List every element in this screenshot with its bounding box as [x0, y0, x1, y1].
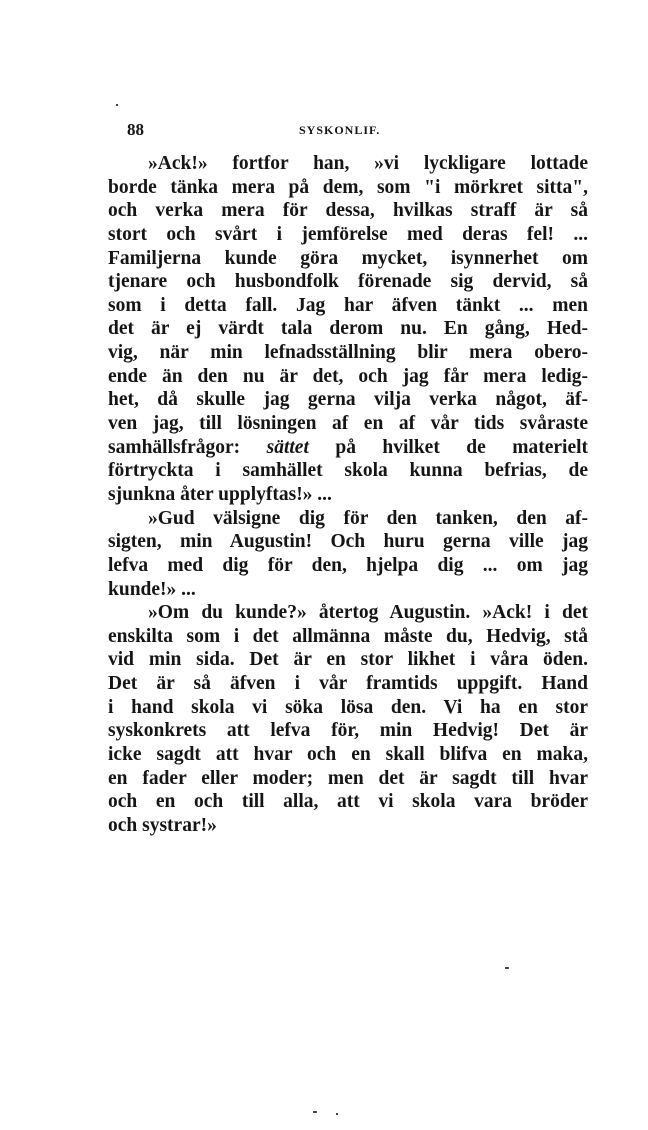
- text-line: ven jag, till lösningen af en af vår tids svåraste: [108, 413, 588, 435]
- text-line: Det är så äfven i vår framtids uppgift. Hand: [108, 673, 588, 695]
- body-text: [108, 152, 588, 838]
- text-line: och en och till alla, att vi skola vara bröder: [108, 791, 588, 813]
- scan-speck: [116, 104, 118, 106]
- text-segment: samhällsfrågor:: [108, 436, 241, 458]
- text-line: vig, när min lefnadsställning blir mera obero-: [108, 342, 588, 364]
- running-head: SYSKONLIF.: [299, 123, 381, 137]
- scan-speck: [313, 1111, 317, 1113]
- text-segment: på hvilket de materielt: [335, 436, 589, 458]
- text-line: »Gud välsigne dig för den tanken, den af-: [148, 507, 588, 529]
- scan-speck: [336, 1113, 338, 1115]
- scan-speck: [505, 967, 509, 969]
- text-line: vid min sida. Det är en stor likhet i våra öden.: [108, 649, 588, 671]
- text-line: och systrar!»: [108, 814, 217, 836]
- text-line: det är ej värdt tala derom nu. En gång, Hed-: [108, 318, 588, 340]
- text-line-emphasis: [108, 436, 588, 460]
- text-line: sjunkna åter upplyftas!» ...: [108, 483, 332, 505]
- text-line: i hand skola vi söka lösa den. Vi ha en stor: [108, 696, 588, 718]
- text-line: het, då skulle jag gerna vilja verka något, äf-: [108, 389, 588, 411]
- text-line: en fader eller moder; men det är sagdt till hvar: [108, 767, 588, 789]
- text-line: syskonkrets att lefva för, min Hedvig! Det är: [108, 720, 588, 742]
- text-line: kunde!» ...: [108, 578, 196, 600]
- text-line: tjenare och husbondfolk förenade sig dervid, så: [108, 271, 588, 293]
- text-line: lefva med dig för den, hjelpa dig ... om jag: [108, 554, 588, 576]
- text-line: borde tänka mera på dem, som "i mörkret sitta",: [108, 176, 588, 198]
- page-number: 88: [127, 120, 144, 139]
- emphasized-word: sättet: [266, 436, 309, 458]
- text-line: icke sagdt att hvar och en skall blifva en maka,: [108, 744, 588, 766]
- text-line: förtryckta i samhället skola kunna befrias, de: [108, 460, 588, 482]
- text-line: och verka mera för dessa, hvilkas straff är så: [108, 200, 588, 222]
- page-header: [127, 120, 583, 142]
- text-line: »Om du kunde?» återtog Augustin. »Ack! i det: [148, 602, 588, 624]
- text-line: enskilta som i det allmänna måste du, Hedvig, stå: [108, 625, 588, 647]
- text-line: Familjerna kunde göra mycket, isynnerhet om: [108, 247, 588, 269]
- text-line: som i detta fall. Jag har äfven tänkt ... men: [108, 294, 588, 316]
- text-line: stort och svårt i jemförelse med deras fel! ...: [108, 223, 588, 245]
- text-line: sigten, min Augustin! Och huru gerna ville jag: [108, 531, 588, 553]
- text-line: »Ack!» fortfor han, »vi lyckligare lottade: [148, 153, 588, 174]
- text-line: ende än den nu är det, och jag får mera ledig-: [108, 365, 588, 387]
